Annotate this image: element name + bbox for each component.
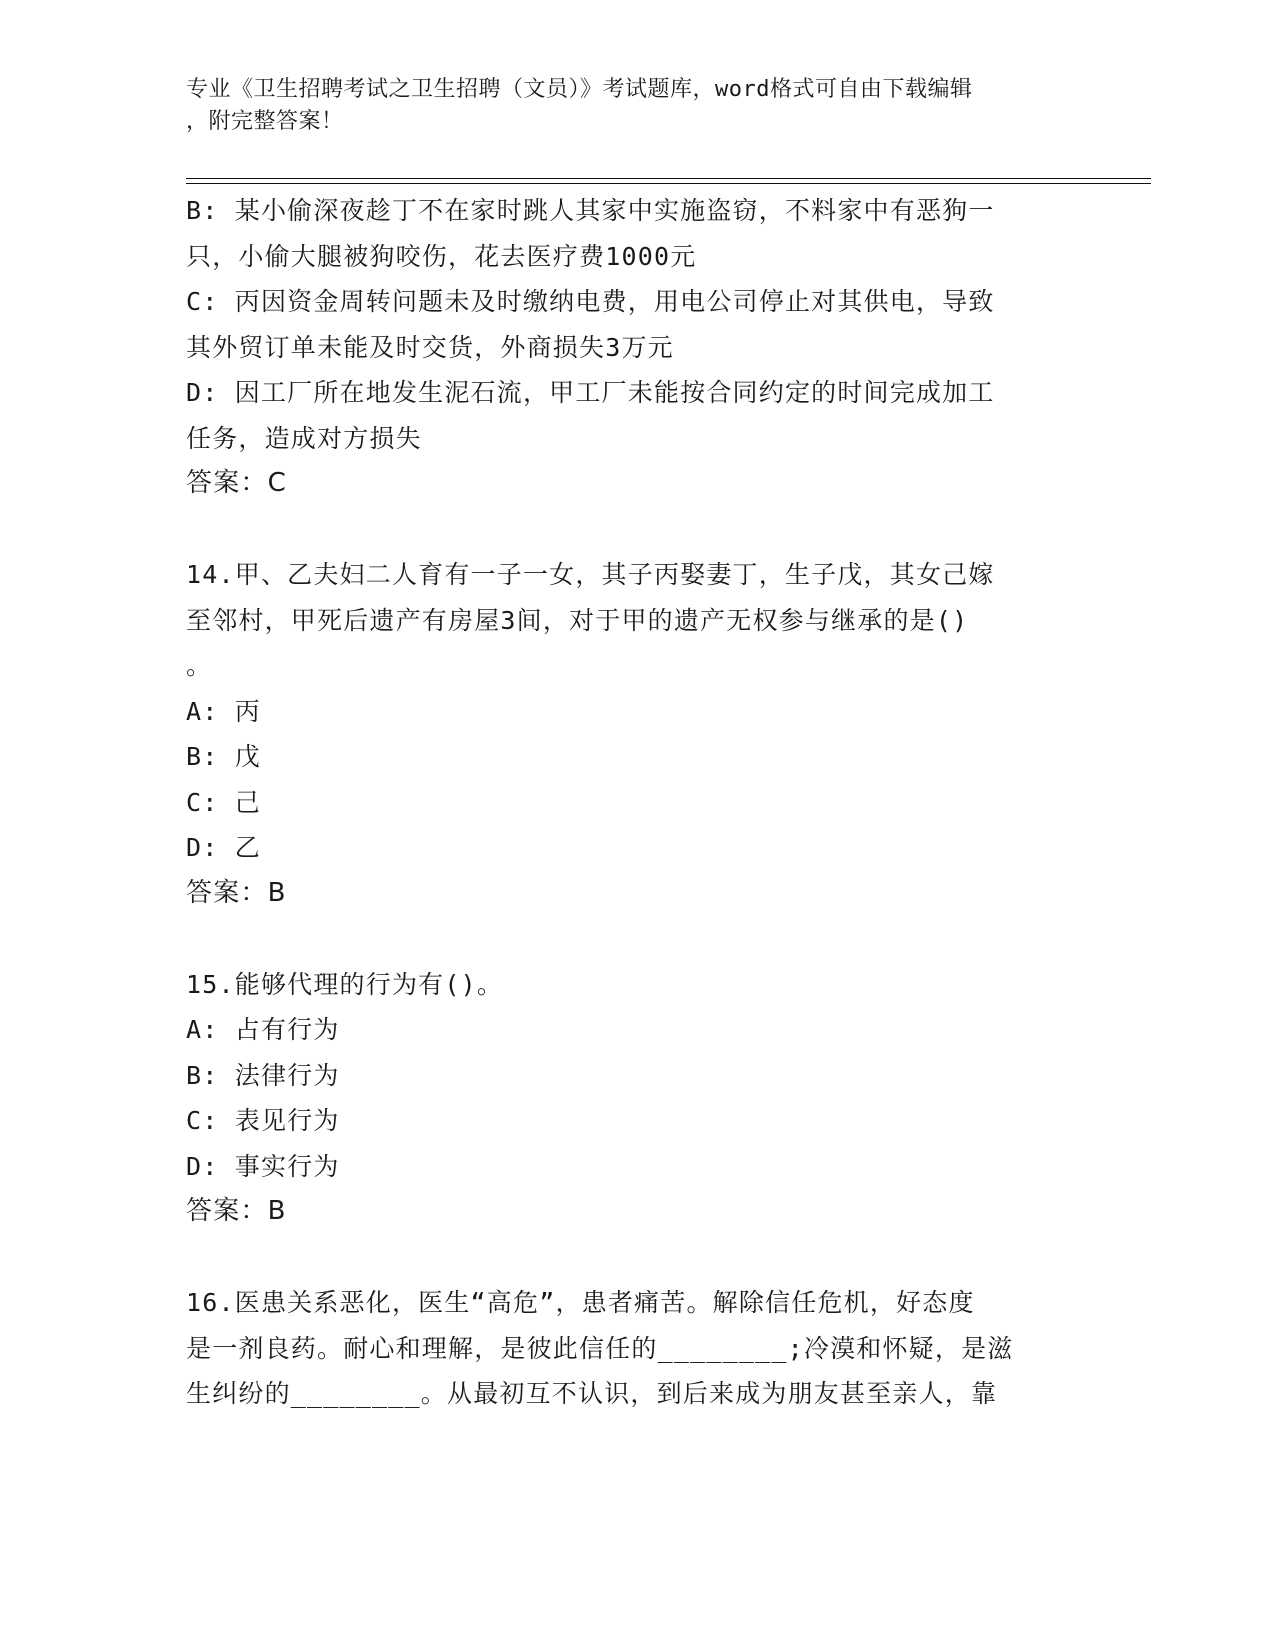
header-divider-top [186, 178, 1151, 179]
question-spacer [186, 1235, 1086, 1281]
q14-stem-line-3: 。 [186, 651, 213, 680]
question-14 [186, 552, 1086, 916]
q13-option-b-line-1: B: 某小偷深夜趁丁不在家时跳人其家中实施盗窃，不料家中有恶狗一 [186, 196, 995, 225]
q14-option-b: B: 戊 [186, 742, 261, 771]
q13-option-d-line-2: 任务，造成对方损失 [186, 423, 422, 453]
q16-stem-line-2: 是一剂良药。耐心和理解，是彼此信任的________;冷漠和怀疑，是滋 [186, 1333, 1014, 1363]
q15-option-b: B: 法律行为 [186, 1060, 340, 1090]
q15-option-d: D: 事实行为 [186, 1151, 340, 1181]
q16-stem-line-3: 生纠纷的________。从最初互不认识，到后来成为朋友甚至亲人，靠 [186, 1379, 998, 1408]
q14-answer: 答案：B [186, 877, 287, 908]
question-13 [186, 188, 1086, 507]
q15-stem: 15.能够代理的行为有()。 [186, 969, 504, 999]
q13-option-d-line-1: D: 因工厂所在地发生泥石流，甲工厂未能按合同约定的时间完成加工 [186, 378, 995, 407]
header-line-2: ，附完整答案！ [186, 109, 344, 134]
question-spacer [186, 916, 1086, 962]
q14-stem-line-2: 至邻村，甲死后遗产有房屋3间，对于甲的遗产无权参与继承的是() [186, 605, 969, 635]
q14-stem-line-1: 14.甲、乙夫妇二人育有一子一女，其子丙娶妻丁，生子戊，其女己嫁 [186, 560, 995, 589]
q14-option-d: D: 乙 [186, 833, 261, 862]
question-15 [186, 962, 1086, 1235]
question-16 [186, 1280, 1086, 1417]
q13-answer: 答案：C [186, 468, 287, 498]
q16-stem-line-1: 16.医患关系恶化，医生“高危”，患者痛苦。解除信任危机，好态度 [186, 1288, 975, 1317]
document-header [186, 74, 1066, 138]
q14-option-a: A: 丙 [186, 696, 261, 726]
q13-option-c-line-2: 其外贸订单未能及时交货，外商损失3万元 [186, 332, 674, 362]
header-line-1: 专业《卫生招聘考试之卫生招聘（文员）》考试题库，word格式可自由下载编辑 [186, 77, 973, 102]
q15-option-c: C: 表见行为 [186, 1106, 340, 1135]
q13-option-c-line-1: C: 丙因资金周转问题未及时缴纳电费，用电公司停止对其供电，导致 [186, 287, 995, 316]
q14-option-c: C: 己 [186, 787, 261, 817]
document-body [186, 188, 1086, 1417]
q15-option-a: A: 占有行为 [186, 1015, 340, 1044]
question-spacer [186, 507, 1086, 553]
q15-answer: 答案：B [186, 1196, 287, 1226]
q13-option-b-line-2: 只，小偷大腿被狗咬伤，花去医疗费1000元 [186, 241, 697, 271]
header-divider-bottom [186, 183, 1151, 184]
